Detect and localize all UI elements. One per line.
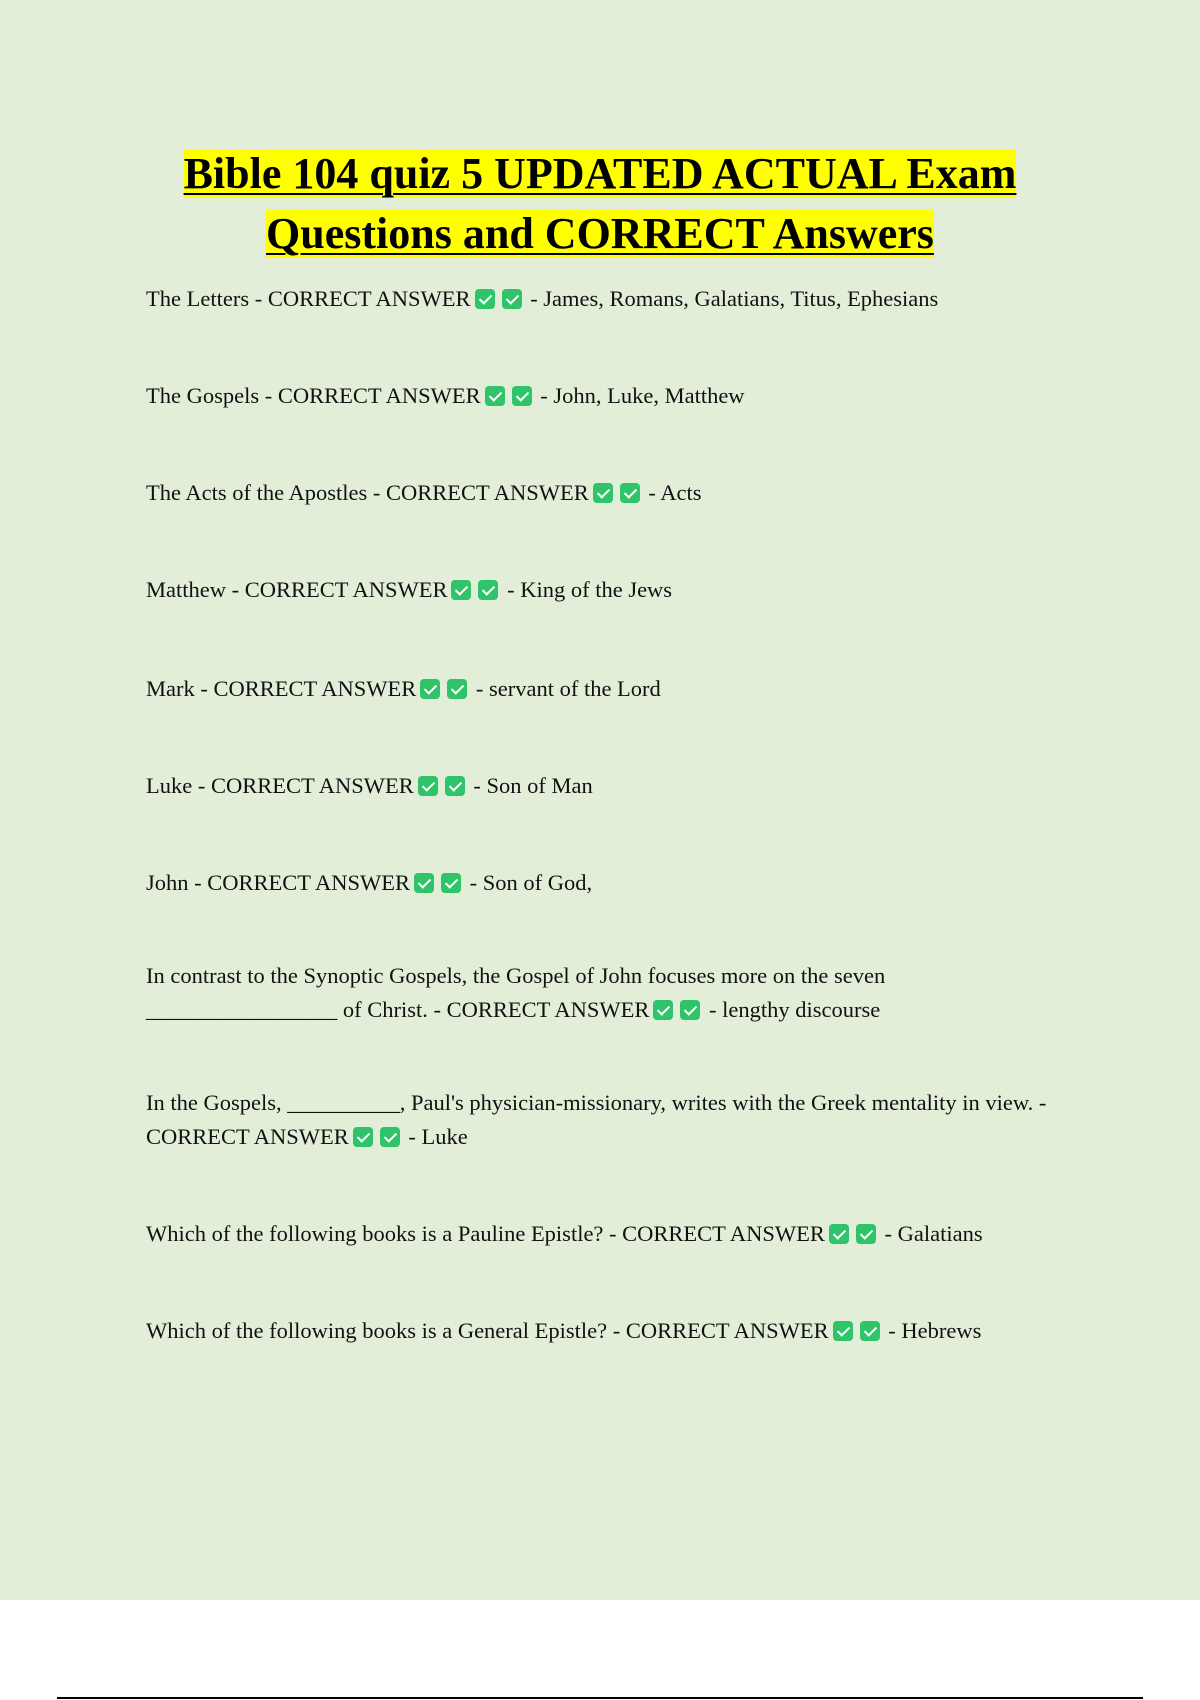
check-mark-icon xyxy=(620,483,640,503)
qa-item-mark xyxy=(146,672,1066,706)
answer-text: - Acts xyxy=(648,480,702,505)
check-mark-icon xyxy=(593,483,613,503)
qa-item-pauline-epistle xyxy=(146,1217,1066,1251)
qa-item-synoptic xyxy=(146,959,1066,1027)
qa-item-matthew xyxy=(146,573,1066,607)
qa-item-acts xyxy=(146,476,1066,510)
qa-item-general-epistle xyxy=(146,1314,1066,1348)
answer-text: - Luke xyxy=(408,1124,468,1149)
qa-item-gospels xyxy=(146,379,1066,413)
check-mark-icon xyxy=(414,873,434,893)
check-mark-icon xyxy=(441,873,461,893)
question-text: Luke - CORRECT ANSWER xyxy=(146,773,414,798)
document-title xyxy=(120,144,1080,264)
question-text: The Gospels - CORRECT ANSWER xyxy=(146,383,481,408)
answer-text: - Hebrews xyxy=(888,1318,982,1343)
answer-text: - James, Romans, Galatians, Titus, Ephesians xyxy=(530,286,939,311)
question-text: Which of the following books is a Pauline Epistle? - CORRECT ANSWER xyxy=(146,1221,825,1246)
check-mark-icon xyxy=(653,1000,673,1020)
footer-divider xyxy=(57,1697,1143,1699)
question-text: Which of the following books is a General Epistle? - CORRECT ANSWER xyxy=(146,1318,829,1343)
answer-text: - Son of Man xyxy=(473,773,593,798)
check-mark-icon xyxy=(502,289,522,309)
qa-item-greek-mentality xyxy=(146,1086,1066,1154)
check-mark-icon xyxy=(829,1224,849,1244)
qa-item-john xyxy=(146,866,1066,900)
question-text: Mark - CORRECT ANSWER xyxy=(146,676,417,701)
qa-item-letters xyxy=(146,282,1066,316)
check-mark-icon xyxy=(451,580,471,600)
question-text: The Letters - CORRECT ANSWER xyxy=(146,286,471,311)
question-text: Matthew - CORRECT ANSWER xyxy=(146,577,448,602)
check-mark-icon xyxy=(478,580,498,600)
check-mark-icon xyxy=(418,776,438,796)
answer-text: - lengthy discourse xyxy=(709,997,881,1022)
check-mark-icon xyxy=(833,1321,853,1341)
check-mark-icon xyxy=(447,679,467,699)
title-line-2: Questions and CORRECT Answers xyxy=(266,209,934,258)
check-mark-icon xyxy=(680,1000,700,1020)
question-text: John - CORRECT ANSWER xyxy=(146,870,410,895)
answer-text: - servant of the Lord xyxy=(475,676,661,701)
question-text: In the Gospels, __________, Paul's physician-missionary, writes with the Greek mentality in view. - CORRECT ANSWER xyxy=(146,1090,1047,1149)
answer-text: - King of the Jews xyxy=(507,577,673,602)
qa-item-luke xyxy=(146,769,1066,803)
check-mark-icon xyxy=(485,386,505,406)
question-text: The Acts of the Apostles - CORRECT ANSWER xyxy=(146,480,589,505)
check-mark-icon xyxy=(860,1321,880,1341)
question-text: In contrast to the Synoptic Gospels, the Gospel of John focuses more on the seven _________________ of Christ. - CORRECT ANSWER xyxy=(146,963,886,1022)
check-mark-icon xyxy=(475,289,495,309)
check-mark-icon xyxy=(380,1127,400,1147)
answer-text: - Son of God, xyxy=(469,870,593,895)
answer-text: - Galatians xyxy=(884,1221,983,1246)
check-mark-icon xyxy=(512,386,532,406)
check-mark-icon xyxy=(420,679,440,699)
check-mark-icon xyxy=(856,1224,876,1244)
check-mark-icon xyxy=(445,776,465,796)
answer-text: - John, Luke, Matthew xyxy=(540,383,745,408)
title-line-1: Bible 104 quiz 5 UPDATED ACTUAL Exam xyxy=(183,149,1017,198)
check-mark-icon xyxy=(353,1127,373,1147)
